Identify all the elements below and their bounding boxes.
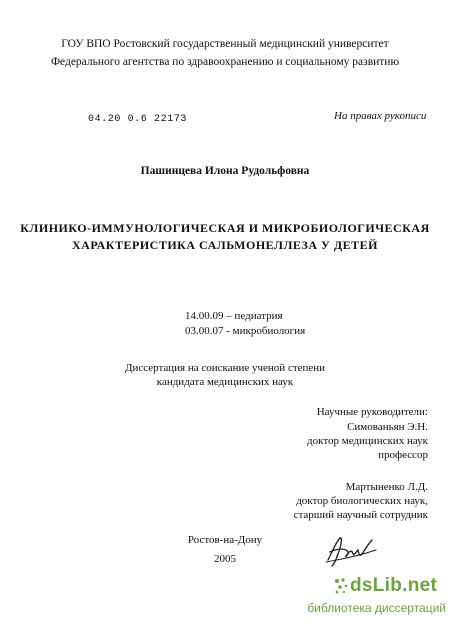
agency-name: Федерального агентства по здравоохранению и социальному развитию xyxy=(50,56,400,68)
thesis-title-line-1: КЛИНИКО-ИММУНОЛОГИЧЕСКАЯ И МИКРОБИОЛОГИЧЕСКАЯ xyxy=(20,221,430,235)
city: Ростов-на-Дону xyxy=(187,534,263,546)
thesis-title-line-2: ХАРАКТЕРИСТИКА САЛЬМОНЕЛЛЕЗА У ДЕТЕЙ xyxy=(72,238,378,252)
handwritten-signature xyxy=(322,530,380,570)
dissertation-purpose-line-1: Диссертация на соискание ученой степени xyxy=(124,362,326,374)
supervisor-2-position: старший научный сотрудник xyxy=(293,509,428,521)
dissertation-purpose-line-2: кандидата медицинских наук xyxy=(156,376,294,388)
author-name: Пашинцева Илона Рудольфовна xyxy=(140,165,310,177)
specialty-microbiology: 03.00.07 - микробиология xyxy=(185,325,306,337)
supervisor-1-rank: профессор xyxy=(378,449,428,461)
manuscript-note: На правах рукописи xyxy=(334,110,427,122)
dslib-watermark xyxy=(278,575,448,623)
supervisor-2-degree: доктор биологических наук, xyxy=(296,495,428,507)
supervisor-1-name: Симованьян Э.Н. xyxy=(347,421,428,433)
supervisor-2-name: Мартыненко Л.Д. xyxy=(345,481,428,493)
registration-code: 04.20 0.6 22173 xyxy=(88,114,188,125)
watermark-logo: dsLib.net xyxy=(350,575,438,596)
watermark-subtitle: библиотека диссертаций xyxy=(307,601,446,615)
university-name: ГОУ ВПО Ростовский государственный медицинский университет xyxy=(61,38,389,50)
dots-icon xyxy=(334,577,350,595)
supervisor-1-degree: доктор медицинских наук xyxy=(307,435,428,447)
year: 2005 xyxy=(214,553,236,565)
supervisors-heading: Научные руководители: xyxy=(316,406,428,418)
specialty-pediatrics: 14.00.09 – педиатрия xyxy=(185,310,283,322)
